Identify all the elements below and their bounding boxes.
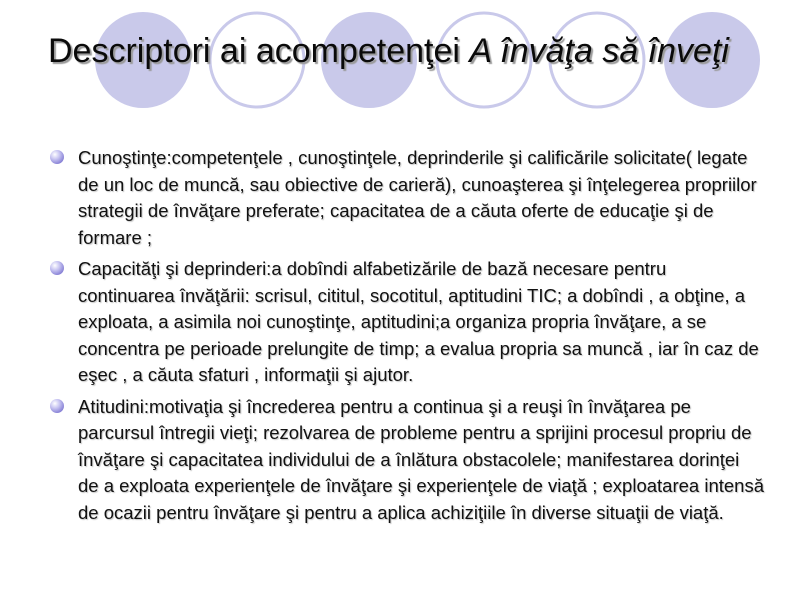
bullet-knowledge: [48, 145, 764, 251]
title-main: Descriptori ai acompetenţei: [48, 32, 470, 70]
slide-title: [48, 30, 768, 73]
bullet-text: Capacităţi şi deprinderi:a dobîndi alfabetizările de bază necesare pentru continuarea învăţării: scrisul, cititul, socotitul, aptitudini TIC; a dobîndi , a obţine, a exploata, a asimila noi cunoştinţe, aptitudini;a organiza propria învăţare, a se concentra pe perioade prelungite de timp; a evalua propria sa muncă , iar în caz de eşec , a căuta sfaturi , informaţii şi ajutor.: [78, 258, 759, 385]
bullet-text: Cunoştinţe:competenţele , cunoştinţele, deprinderile şi calificările solicitate( legate de un loc de muncă, sau obiective de carieră), cunoaşterea şi înţelegerea propriilor strategii de învăţare preferate; capacitatea de a căuta oferte de educaţie şi de formare ;: [78, 147, 757, 248]
bullet-dot-icon: [50, 150, 64, 164]
bullet-attitudes: [48, 394, 764, 527]
bullet-text: Atitudini:motivaţia şi încrederea pentru a continua şi a reuşi în învăţarea pe parcursul întregii vieţi; rezolvarea de probleme pentru a sprijini procesul propriu de învăţare şi capacitatea individului de a înlătura obstacolele; manifestarea dorinţei de a exploata experienţele de învăţare şi experienţele de viaţă ; exploatarea intensă de ocazii pentru învăţare şi pentru a aplica achiziţiile în diverse situaţii de viaţă.: [78, 395, 764, 523]
bullet-list: [48, 145, 764, 531]
title-italic: A învăţa să înveţi: [469, 32, 729, 70]
bullet-dot-icon: [50, 261, 64, 275]
bullet-skills: [48, 256, 764, 389]
bullet-dot-icon: [50, 399, 64, 413]
